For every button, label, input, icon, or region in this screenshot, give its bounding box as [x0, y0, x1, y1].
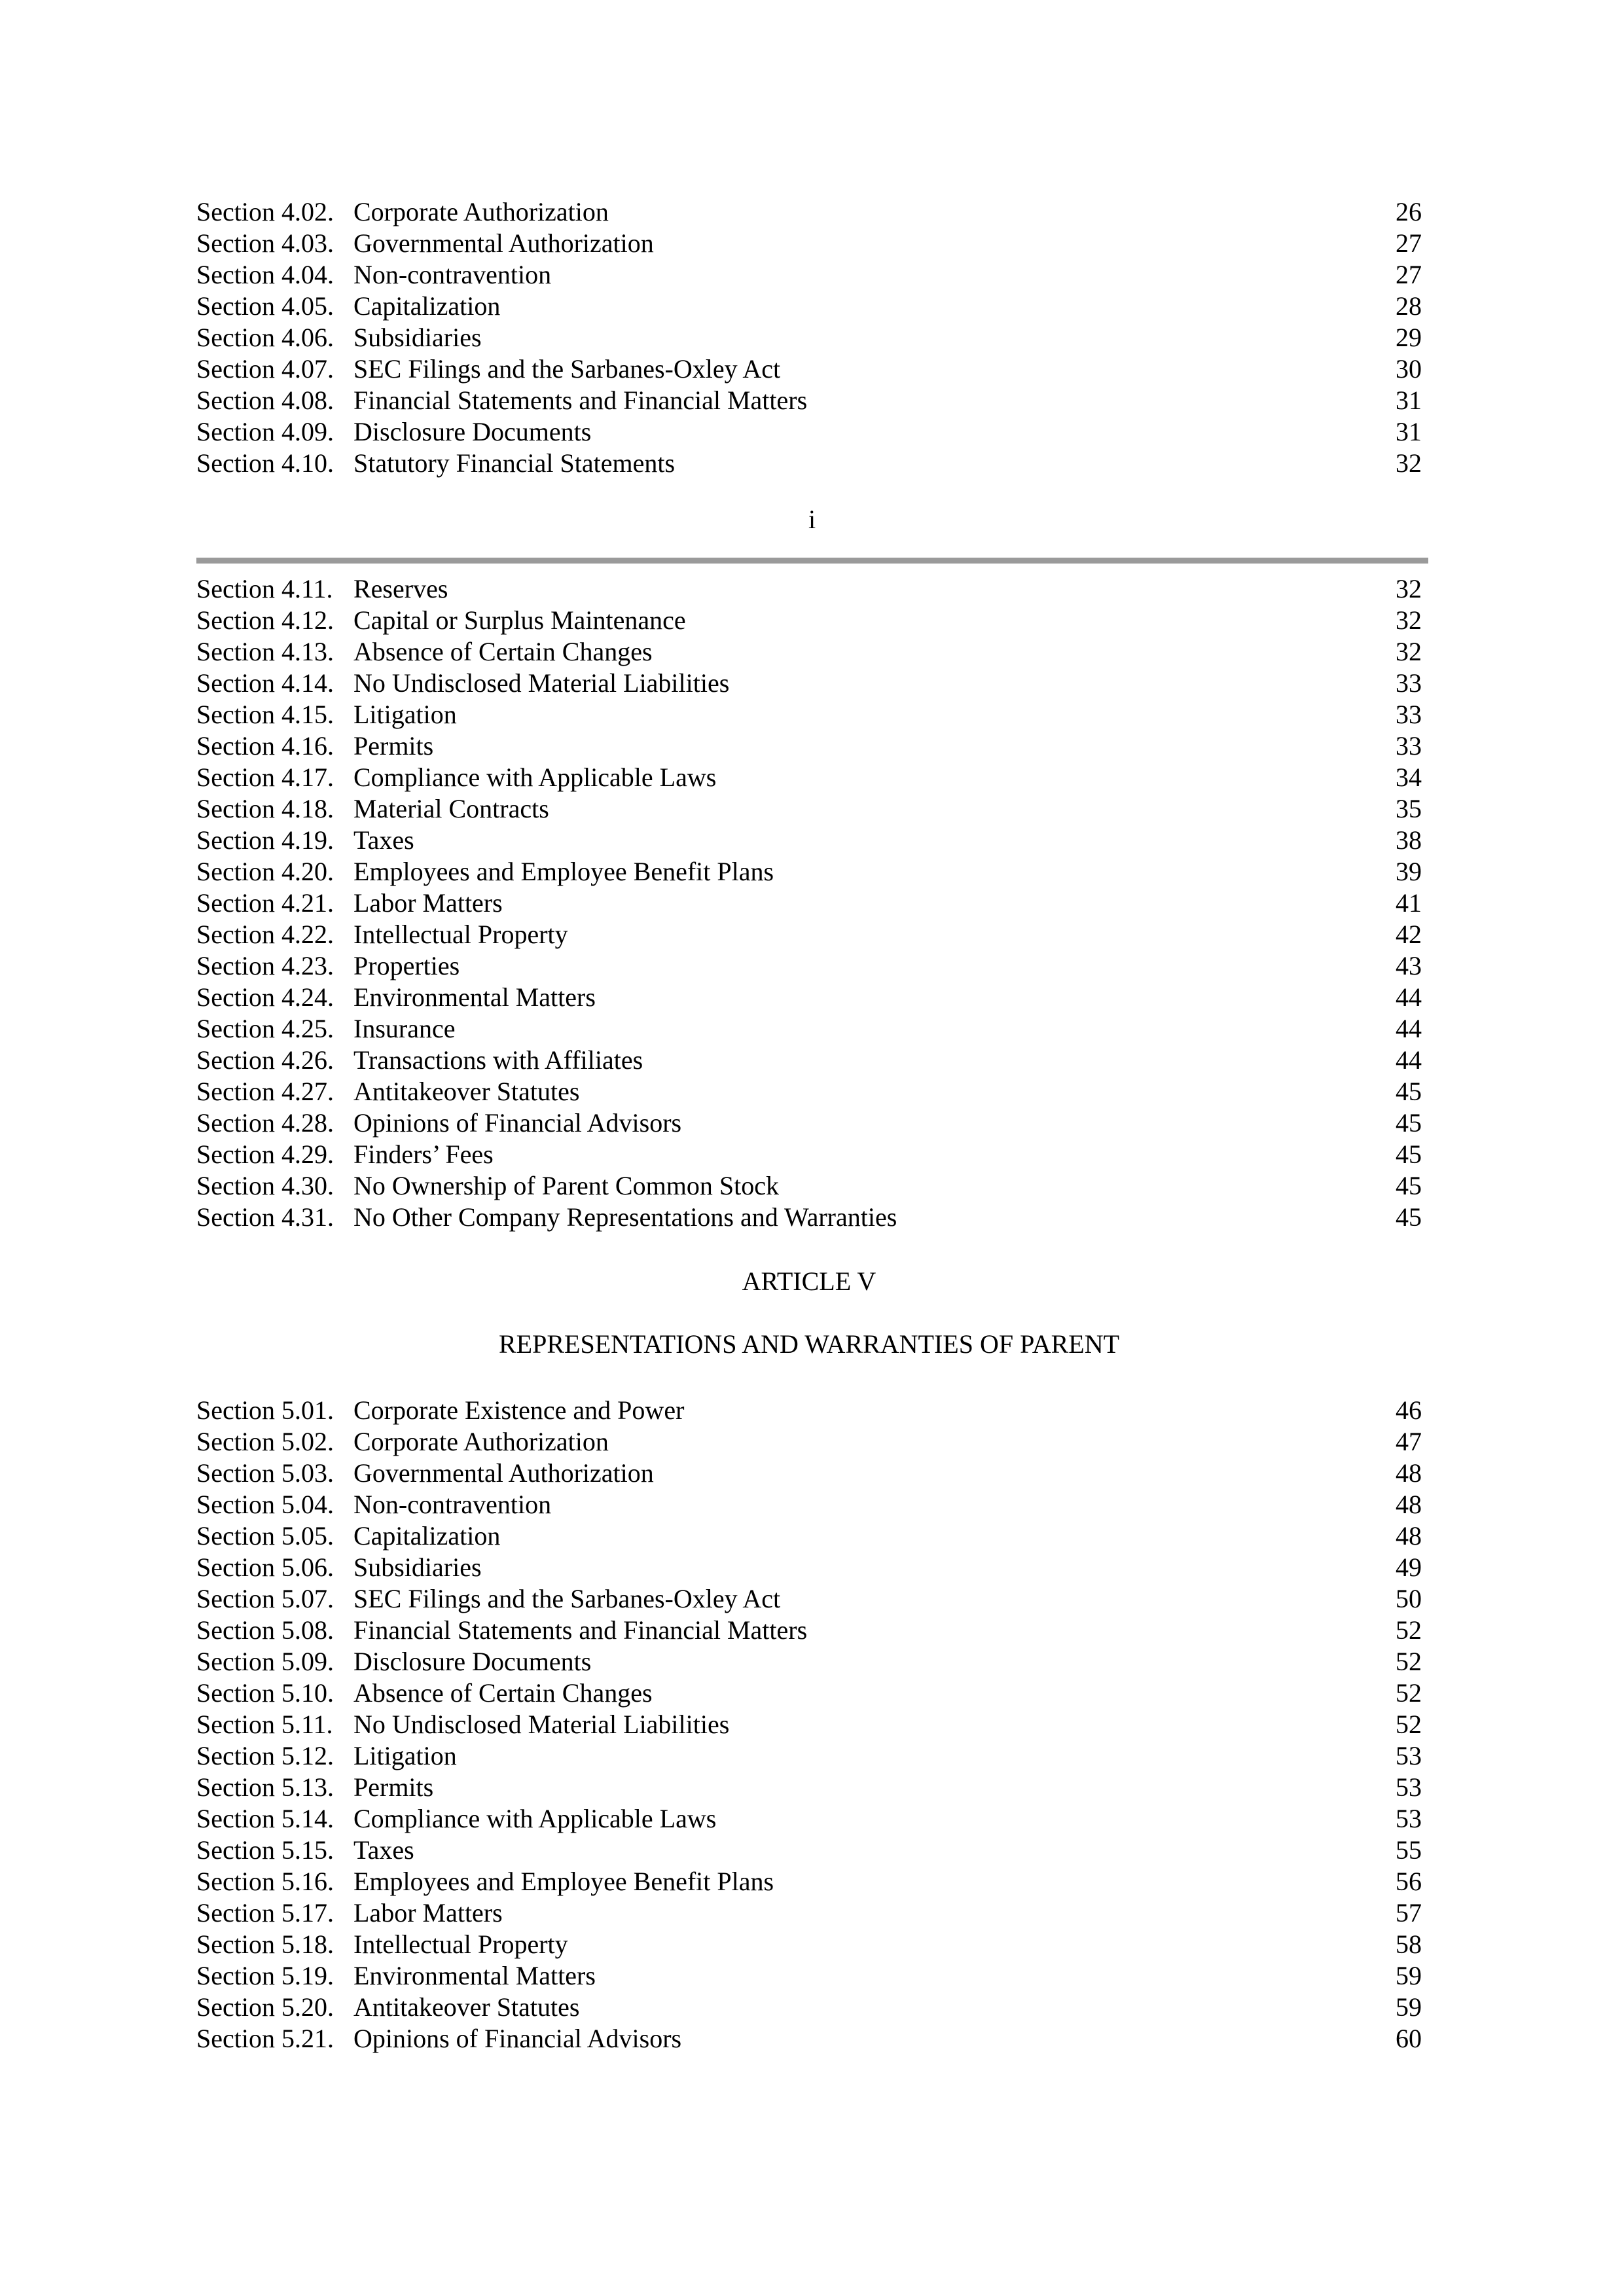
section-title: Taxes: [353, 825, 414, 855]
toc-entry: [196, 1615, 1422, 1646]
section-number: Section 4.22.: [196, 920, 334, 949]
section-title: Reserves: [353, 574, 448, 603]
toc-entry: [196, 1709, 1422, 1740]
section-page-number: 32: [1396, 605, 1422, 635]
toc-entry: [196, 888, 1422, 919]
section-title: Absence of Certain Changes: [353, 1678, 653, 1708]
section-number: Section 4.30.: [196, 1171, 334, 1200]
section-number: Section 5.09.: [196, 1647, 334, 1676]
section-number: Section 4.15.: [196, 700, 334, 729]
section-page-number: 48: [1396, 1521, 1422, 1551]
toc-entry: [196, 762, 1422, 793]
section-number: Section 4.10.: [196, 448, 334, 478]
section-page-number: 52: [1396, 1710, 1422, 1739]
toc-entry: [196, 1803, 1422, 1835]
article-label: ARTICLE V: [742, 1266, 876, 1296]
page-separator: [196, 558, 1428, 564]
toc-entry: [196, 259, 1422, 291]
section-page-number: 45: [1396, 1077, 1422, 1106]
section-number: Section 4.23.: [196, 951, 334, 980]
section-number: Section 4.03.: [196, 228, 334, 258]
toc-entry: [196, 1740, 1422, 1772]
section-number: Section 4.18.: [196, 794, 334, 823]
section-title: Governmental Authorization: [353, 1458, 654, 1488]
section-title: Intellectual Property: [353, 1929, 568, 1959]
toc-entry: [196, 1489, 1422, 1520]
section-title: Taxes: [353, 1835, 414, 1865]
toc-entry: [196, 919, 1422, 950]
section-title: Opinions of Financial Advisors: [353, 2024, 682, 2053]
section-number: Section 5.02.: [196, 1427, 334, 1456]
section-title: Absence of Certain Changes: [353, 637, 653, 666]
section-page-number: 34: [1396, 762, 1422, 792]
section-page-number: 31: [1396, 386, 1422, 415]
section-page-number: 50: [1396, 1584, 1422, 1613]
section-title: Properties: [353, 951, 460, 980]
article-title: REPRESENTATIONS AND WARRANTIES OF PARENT: [498, 1329, 1120, 1359]
toc-entry: [196, 699, 1422, 730]
toc-entry: [196, 322, 1422, 353]
section-title: Employees and Employee Benefit Plans: [353, 1867, 774, 1896]
toc-entry: [196, 228, 1422, 259]
toc-list-bottom: [196, 1395, 1422, 2054]
section-number: Section 4.06.: [196, 323, 334, 352]
section-number: Section 4.21.: [196, 888, 334, 918]
toc-entry: [196, 1897, 1422, 1929]
section-page-number: 35: [1396, 794, 1422, 823]
section-title: Labor Matters: [353, 1898, 503, 1928]
toc-entry: [196, 668, 1422, 699]
section-page-number: 58: [1396, 1929, 1422, 1959]
section-number: Section 4.16.: [196, 731, 334, 761]
section-number: Section 4.09.: [196, 417, 334, 446]
section-number: Section 4.25.: [196, 1014, 334, 1043]
section-page-number: 45: [1396, 1202, 1422, 1232]
page-number: i: [808, 505, 816, 534]
section-page-number: 48: [1396, 1490, 1422, 1519]
toc-entry: [196, 730, 1422, 762]
section-title: Labor Matters: [353, 888, 503, 918]
section-page-number: 59: [1396, 1992, 1422, 2022]
section-title: Litigation: [353, 1741, 457, 1770]
toc-entry: [196, 1076, 1422, 1107]
section-page-number: 55: [1396, 1835, 1422, 1865]
section-number: Section 4.19.: [196, 825, 334, 855]
toc-entry: [196, 1992, 1422, 2023]
section-title: Opinions of Financial Advisors: [353, 1108, 682, 1138]
section-title: Non-contravention: [353, 260, 552, 289]
toc-entry: [196, 1013, 1422, 1045]
section-title: Intellectual Property: [353, 920, 568, 949]
section-title: SEC Filings and the Sarbanes-Oxley Act: [353, 1584, 781, 1613]
section-number: Section 5.11.: [196, 1710, 333, 1739]
section-page-number: 52: [1396, 1647, 1422, 1676]
section-page-number: 32: [1396, 637, 1422, 666]
section-title: Permits: [353, 731, 434, 761]
toc-entry: [196, 353, 1422, 385]
section-page-number: 30: [1396, 354, 1422, 384]
section-page-number: 44: [1396, 1045, 1422, 1075]
section-page-number: 32: [1396, 448, 1422, 478]
section-title: Financial Statements and Financial Matters: [353, 386, 808, 415]
section-title: Insurance: [353, 1014, 456, 1043]
toc-entry: [196, 856, 1422, 888]
section-number: Section 5.19.: [196, 1961, 334, 1990]
section-title: Non-contravention: [353, 1490, 552, 1519]
section-number: Section 5.12.: [196, 1741, 334, 1770]
section-number: Section 5.07.: [196, 1584, 334, 1613]
section-number: Section 4.17.: [196, 762, 334, 792]
section-page-number: 39: [1396, 857, 1422, 886]
section-number: Section 4.05.: [196, 291, 334, 321]
toc-entry: [196, 1772, 1422, 1803]
section-page-number: 60: [1396, 2024, 1422, 2053]
section-page-number: 47: [1396, 1427, 1422, 1456]
section-title: Corporate Existence and Power: [353, 1395, 685, 1425]
toc-entry: [196, 1552, 1422, 1583]
toc-entry: [196, 982, 1422, 1013]
section-page-number: 53: [1396, 1741, 1422, 1770]
toc-entry: [196, 1202, 1422, 1233]
section-title: Governmental Authorization: [353, 228, 654, 258]
section-page-number: 27: [1396, 260, 1422, 289]
section-title: Corporate Authorization: [353, 1427, 609, 1456]
toc-entry: [196, 1677, 1422, 1709]
section-number: Section 4.08.: [196, 386, 334, 415]
section-title: Statutory Financial Statements: [353, 448, 676, 478]
section-title: Capitalization: [353, 291, 501, 321]
section-page-number: 44: [1396, 982, 1422, 1012]
section-number: Section 5.03.: [196, 1458, 334, 1488]
toc-entry: [196, 825, 1422, 856]
section-number: Section 5.21.: [196, 2024, 334, 2053]
section-title: No Ownership of Parent Common Stock: [353, 1171, 779, 1200]
section-page-number: 46: [1396, 1395, 1422, 1425]
section-page-number: 41: [1396, 888, 1422, 918]
section-page-number: 45: [1396, 1108, 1422, 1138]
section-title: Environmental Matters: [353, 982, 596, 1012]
section-page-number: 49: [1396, 1552, 1422, 1582]
section-page-number: 53: [1396, 1804, 1422, 1833]
toc-entry: [196, 636, 1422, 668]
section-number: Section 4.07.: [196, 354, 334, 384]
toc-entry: [196, 385, 1422, 416]
toc-entry: [196, 605, 1422, 636]
section-title: Compliance with Applicable Laws: [353, 1804, 717, 1833]
section-page-number: 53: [1396, 1772, 1422, 1802]
section-number: Section 5.16.: [196, 1867, 334, 1896]
section-page-number: 43: [1396, 951, 1422, 980]
section-page-number: 59: [1396, 1961, 1422, 1990]
section-title: Capital or Surplus Maintenance: [353, 605, 686, 635]
section-page-number: 45: [1396, 1171, 1422, 1200]
section-number: Section 5.01.: [196, 1395, 334, 1425]
section-page-number: 38: [1396, 825, 1422, 855]
section-page-number: 33: [1396, 668, 1422, 698]
toc-entry: [196, 1520, 1422, 1552]
toc-entry: [196, 1583, 1422, 1615]
toc-entry: [196, 1139, 1422, 1170]
section-number: Section 4.31.: [196, 1202, 334, 1232]
section-number: Section 5.08.: [196, 1615, 334, 1645]
toc-entry: [196, 2023, 1422, 2054]
section-number: Section 4.20.: [196, 857, 334, 886]
section-title: Financial Statements and Financial Matters: [353, 1615, 808, 1645]
section-title: Environmental Matters: [353, 1961, 596, 1990]
section-number: Section 4.27.: [196, 1077, 334, 1106]
toc-entry: [196, 1458, 1422, 1489]
section-number: Section 5.04.: [196, 1490, 334, 1519]
section-page-number: 26: [1396, 197, 1422, 226]
section-page-number: 48: [1396, 1458, 1422, 1488]
section-number: Section 4.13.: [196, 637, 334, 666]
section-title: SEC Filings and the Sarbanes-Oxley Act: [353, 354, 781, 384]
section-title: Finders’ Fees: [353, 1139, 494, 1169]
section-title: Litigation: [353, 700, 457, 729]
toc-entry: [196, 1170, 1422, 1202]
section-page-number: 29: [1396, 323, 1422, 352]
toc-entry: [196, 1395, 1422, 1426]
section-title: Permits: [353, 1772, 434, 1802]
toc-entry: [196, 793, 1422, 825]
section-number: Section 4.29.: [196, 1139, 334, 1169]
toc-entry: [196, 1929, 1422, 1960]
section-title: Disclosure Documents: [353, 417, 592, 446]
section-title: Subsidiaries: [353, 1552, 482, 1582]
section-title: Capitalization: [353, 1521, 501, 1551]
section-page-number: 52: [1396, 1678, 1422, 1708]
section-page-number: 31: [1396, 417, 1422, 446]
section-number: Section 5.17.: [196, 1898, 334, 1928]
section-number: Section 5.06.: [196, 1552, 334, 1582]
section-title: Employees and Employee Benefit Plans: [353, 857, 774, 886]
section-title: Antitakeover Statutes: [353, 1992, 580, 2022]
section-number: Section 5.20.: [196, 1992, 334, 2022]
section-page-number: 28: [1396, 291, 1422, 321]
section-page-number: 44: [1396, 1014, 1422, 1043]
section-title: Antitakeover Statutes: [353, 1077, 580, 1106]
section-number: Section 5.14.: [196, 1804, 334, 1833]
section-number: Section 5.18.: [196, 1929, 334, 1959]
section-number: Section 4.28.: [196, 1108, 334, 1138]
toc-entry: [196, 1960, 1422, 1992]
toc-list-top: [196, 196, 1422, 479]
section-number: Section 5.10.: [196, 1678, 334, 1708]
section-page-number: 27: [1396, 228, 1422, 258]
toc-entry: [196, 1646, 1422, 1677]
section-number: Section 4.04.: [196, 260, 334, 289]
section-number: Section 4.11.: [196, 574, 333, 603]
toc-list-middle: [196, 573, 1422, 1233]
toc-entry: [196, 1107, 1422, 1139]
toc-entry: [196, 416, 1422, 448]
section-page-number: 56: [1396, 1867, 1422, 1896]
section-page-number: 45: [1396, 1139, 1422, 1169]
toc-entry: [196, 196, 1422, 228]
section-page-number: 42: [1396, 920, 1422, 949]
toc-entry: [196, 448, 1422, 479]
section-title: Corporate Authorization: [353, 197, 609, 226]
toc-entry: [196, 573, 1422, 605]
section-page-number: 52: [1396, 1615, 1422, 1645]
section-number: Section 4.02.: [196, 197, 334, 226]
section-title: No Undisclosed Material Liabilities: [353, 668, 730, 698]
toc-entry: [196, 1426, 1422, 1458]
section-title: Subsidiaries: [353, 323, 482, 352]
section-title: Material Contracts: [353, 794, 549, 823]
section-page-number: 32: [1396, 574, 1422, 603]
section-title: No Undisclosed Material Liabilities: [353, 1710, 730, 1739]
section-number: Section 4.24.: [196, 982, 334, 1012]
section-page-number: 33: [1396, 731, 1422, 761]
section-number: Section 4.26.: [196, 1045, 334, 1075]
section-number: Section 4.14.: [196, 668, 334, 698]
toc-entry: [196, 950, 1422, 982]
section-number: Section 5.13.: [196, 1772, 334, 1802]
section-page-number: 57: [1396, 1898, 1422, 1928]
section-title: Compliance with Applicable Laws: [353, 762, 717, 792]
section-page-number: 33: [1396, 700, 1422, 729]
toc-entry: [196, 291, 1422, 322]
toc-entry: [196, 1866, 1422, 1897]
section-title: Disclosure Documents: [353, 1647, 592, 1676]
section-title: No Other Company Representations and Warranties: [353, 1202, 897, 1232]
section-title: Transactions with Affiliates: [353, 1045, 643, 1075]
section-number: Section 5.05.: [196, 1521, 334, 1551]
section-number: Section 4.12.: [196, 605, 334, 635]
toc-entry: [196, 1835, 1422, 1866]
toc-entry: [196, 1045, 1422, 1076]
section-number: Section 5.15.: [196, 1835, 334, 1865]
